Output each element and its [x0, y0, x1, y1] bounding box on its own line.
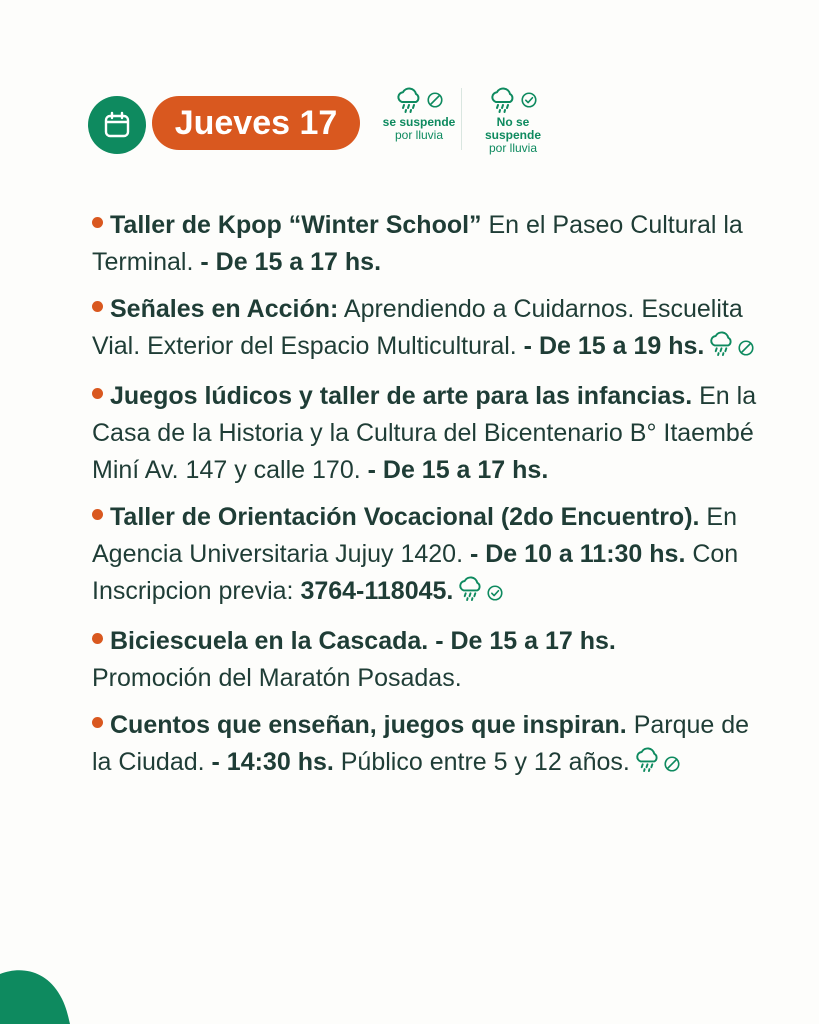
cancel-icon: [663, 747, 681, 784]
event-item: [92, 623, 772, 697]
event-time: - De 15 a 17 hs.: [200, 248, 382, 276]
day-header: [88, 94, 788, 154]
event-note: Público entre 5 y 12 años.: [333, 748, 630, 776]
event-item: [92, 499, 772, 613]
event-title: Señales en Acción:: [110, 295, 339, 323]
legend-divider: [461, 88, 462, 150]
event-time: - De 10 a 11:30 hs.: [469, 540, 686, 568]
day-label: Jueves 17: [152, 96, 360, 150]
event-time: - 14:30 hs.: [211, 748, 334, 776]
event-title: Cuentos que enseñan, juegos que inspiran.: [110, 711, 627, 739]
rain-cloud-icon: [489, 86, 517, 119]
bullet-dot: [92, 509, 103, 520]
event-note: Promoción del Maratón Posadas.: [92, 664, 462, 692]
event-list: [92, 207, 772, 794]
legend-sublabel: por lluvia: [488, 141, 538, 155]
bullet-dot: [92, 633, 103, 644]
bullet-dot: [92, 388, 103, 399]
event-details: Parque de la Ciudad.: [92, 711, 750, 776]
rain-cloud-icon: [634, 746, 661, 784]
event-title: Juegos lúdicos y taller de arte para las infancias.: [110, 382, 693, 410]
check-circle-icon: [486, 576, 504, 613]
legend-not-suspended: [468, 88, 558, 155]
event-details: En el Paseo Cultural la Terminal.: [92, 211, 743, 276]
rain-status: [457, 575, 504, 613]
bullet-dot: [92, 717, 103, 728]
event-details: Aprendiendo a Cuidarnos. Escuelita Vial. Exterior del Espacio Multicultural.: [92, 295, 743, 360]
event-note: Con Inscripcion previa:: [92, 540, 739, 605]
legend-label: se suspende: [382, 115, 456, 129]
rain-cloud-icon: [395, 86, 423, 119]
cancel-icon: [737, 331, 755, 368]
check-circle-icon: [520, 91, 538, 114]
rain-cloud-icon: [457, 575, 484, 613]
event-time: - De 15 a 19 hs.: [523, 332, 705, 360]
rain-cloud-icon: [708, 330, 735, 368]
event-item: [92, 707, 772, 784]
event-title: Biciescuela en la Cascada.: [110, 627, 429, 655]
bullet-dot: [92, 301, 103, 312]
legend-suspended: [374, 88, 464, 142]
event-item: [92, 207, 772, 281]
calendar-icon: [88, 96, 146, 154]
rain-status: [634, 746, 681, 784]
event-time: - De 15 a 17 hs.: [435, 627, 616, 655]
rain-status: [708, 330, 755, 368]
event-details: En la Casa de la Historia y la Cultura del Bicentenario B° Itaembé Miní Av. 147 y calle 170.: [92, 382, 757, 484]
corner-decoration: [0, 964, 80, 1024]
event-title: Taller de Orientación Vocacional (2do Encuentro).: [110, 503, 700, 531]
event-item: [92, 291, 772, 368]
event-time: - De 15 a 17 hs.: [367, 456, 549, 484]
event-phone: 3764-118045.: [300, 577, 454, 605]
cancel-icon: [426, 91, 444, 114]
event-title: Taller de Kpop “Winter School”: [110, 211, 482, 239]
event-item: [92, 378, 772, 489]
legend-label: No se suspende: [484, 115, 541, 142]
event-details: En Agencia Universitaria Jujuy 1420.: [92, 503, 737, 568]
legend-sublabel: por lluvia: [394, 128, 444, 142]
bullet-dot: [92, 217, 103, 228]
